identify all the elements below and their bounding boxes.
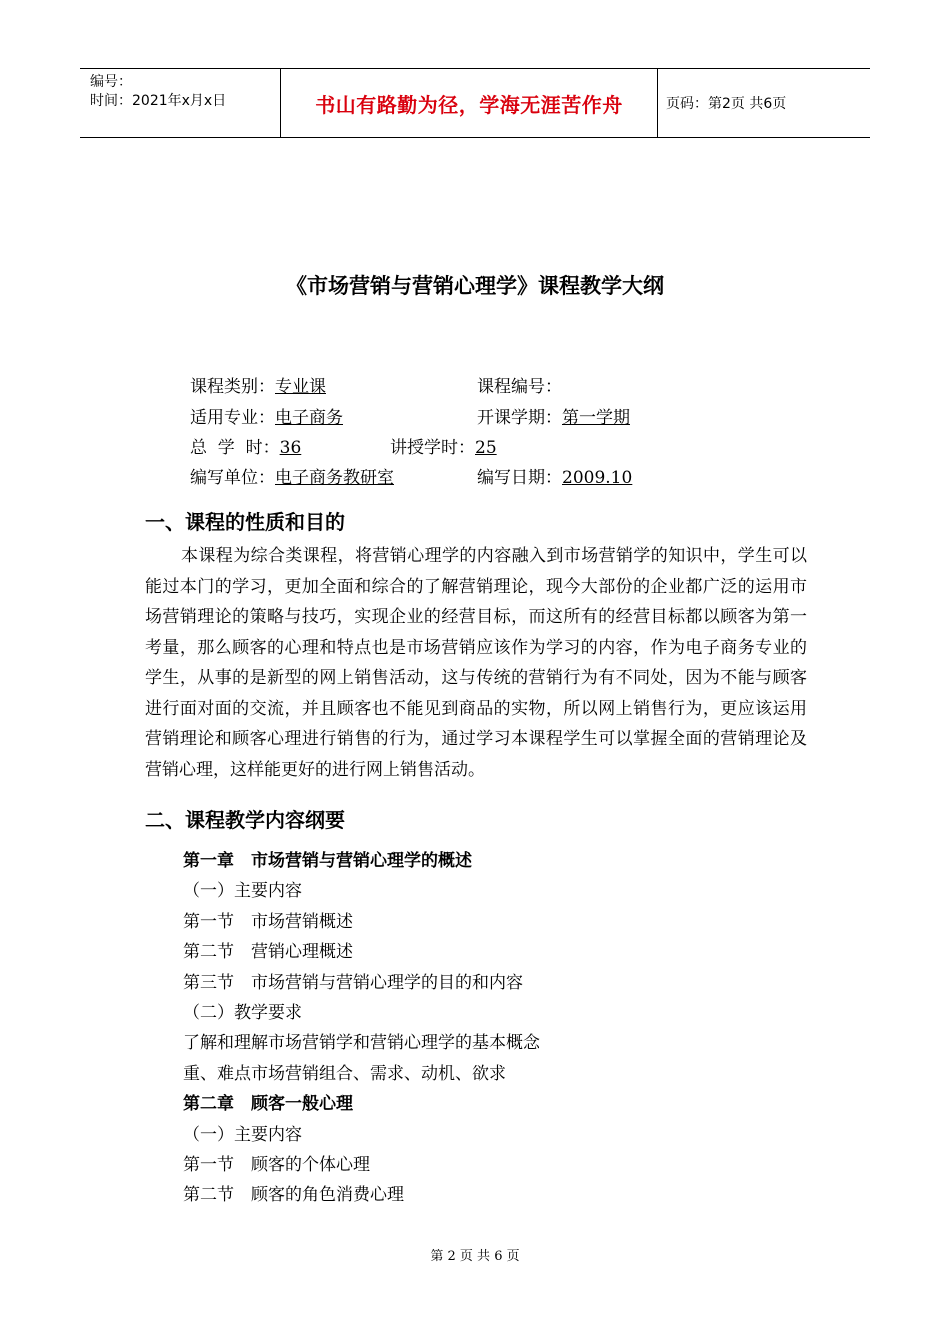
page-header — [80, 68, 870, 138]
section1-body — [145, 541, 807, 785]
page-footer: 第 2 页 共 6 页 — [430, 1249, 520, 1264]
meta-lecture-hours: 讲授学时：25 — [390, 438, 497, 458]
meta-course-no: 课程编号： — [477, 377, 562, 397]
outline-item: 第一节 市场营销概述 — [183, 911, 353, 932]
outline-chapter: 第二章 顾客一般心理 — [183, 1094, 353, 1115]
outline-item: （一）主要内容 — [183, 881, 302, 902]
section1-heading: 一、课程的性质和目的 — [145, 510, 345, 534]
header-motto: 书山有路勤为径，学海无涯苦作舟 — [280, 69, 658, 137]
outline-item: 第二节 营销心理概述 — [183, 942, 353, 963]
header-left-cell — [80, 69, 280, 137]
header-page-info: 页码：第2页 共6页 — [666, 96, 787, 112]
meta-major: 适用专业：电子商务 — [190, 408, 343, 428]
outline-item: 重、难点市场营销组合、需求、动机、欲求 — [183, 1063, 506, 1084]
outline-item: 第二节 顾客的角色消费心理 — [183, 1185, 404, 1206]
meta-term: 开课学期：第一学期 — [477, 408, 630, 428]
header-time-label: 时间：2021年x月x日 — [90, 93, 227, 109]
outline-item: （一）主要内容 — [183, 1124, 302, 1145]
outline-item: 第三节 市场营销与营销心理学的目的和内容 — [183, 972, 523, 993]
outline-item: 了解和理解市场营销学和营销心理学的基本概念 — [183, 1033, 540, 1054]
section2-heading: 二、课程教学内容纲要 — [145, 808, 345, 832]
meta-unit: 编写单位：电子商务教研室 — [190, 468, 394, 488]
section1-paragraph: 本课程为综合类课程，将营销心理学的内容融入到市场营销学的知识中，学生可以能过本门的学习，更加全面和综合的了解营销理论，现今大部份的企业都广泛的运用市场营销理论的策略与技巧，实现企业的经营目标，而这所有的经营目标都以顾客为第一考量，那么顾客的心理和特点也是市场营销应该作为学习的内容，作为电子商务专业的学生，从事的是新型的网上销售活动，这与传统的营销行为有不同处，因为不能与顾客进行面对面的交流，并且顾客也不能见到商品的实物，所以网上销售行为，更应该运用营销理论和顾客心理进行销售的行为，通过学习本课程学生可以掌握全面的营销理论及营销心理，这样能更好的进行网上销售活动。 — [145, 546, 807, 780]
meta-total-hours: 总 学 时：36 — [190, 438, 302, 458]
meta-date: 编写日期：2009.10 — [477, 468, 633, 488]
meta-course-type: 课程类别：专业课 — [190, 377, 326, 397]
header-number-label: 编号： — [90, 74, 132, 90]
outline-list — [183, 846, 540, 1211]
document-title: 《市场营销与营销心理学》课程教学大纲 — [286, 273, 664, 298]
outline-item: 第一节 顾客的个体心理 — [183, 1154, 370, 1175]
outline-chapter: 第一章 市场营销与营销心理学的概述 — [183, 851, 472, 871]
outline-item: （二）教学要求 — [183, 1002, 302, 1023]
